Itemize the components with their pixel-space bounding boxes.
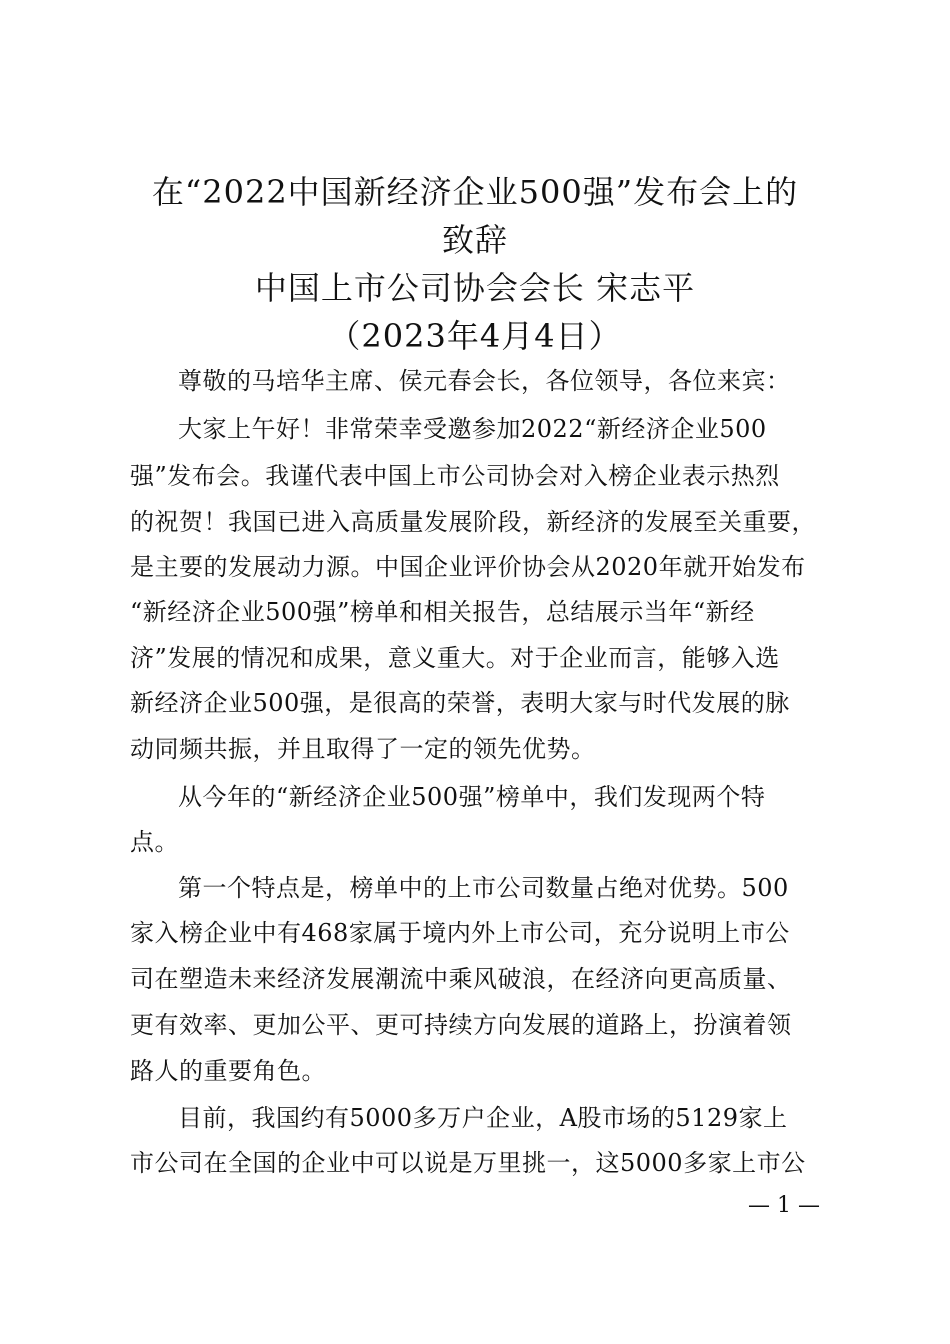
- page-number: — 1 —: [748, 1193, 820, 1218]
- paragraph-1-line-3: 的祝贺！我国已进入高质量发展阶段，新经济的发展至关重要，: [130, 508, 816, 536]
- paragraph-1-line-1: 大家上午好！非常荣幸受邀参加2022“新经济企业500: [178, 415, 767, 443]
- paragraph-4-line-1: 目前，我国约有5000多万户企业，A股市场的5129家上: [178, 1104, 788, 1132]
- paragraph-2-line-2: 点。: [130, 828, 179, 856]
- speech-title-line-2: 致辞: [441, 221, 508, 259]
- paragraph-3-line-1: 第一个特点是，榜单中的上市公司数量占绝对优势。500: [178, 874, 789, 902]
- speaker-line: 中国上市公司协会会长 宋志平: [254, 269, 696, 307]
- paragraph-3-line-3: 司在塑造未来经济发展潮流中乘风破浪，在经济向更高质量、: [130, 965, 792, 993]
- speech-title-line-1: 在“2022中国新经济企业500强”发布会上的: [151, 173, 799, 211]
- paragraph-3-line-5: 路人的重要角色。: [130, 1057, 326, 1085]
- paragraph-3-line-4: 更有效率、更加公平、更可持续方向发展的道路上，扮演着领: [130, 1011, 792, 1039]
- paragraph-1-line-7: 新经济企业500强，是很高的荣誉，表明大家与时代发展的脉: [130, 689, 790, 717]
- greeting-line: 尊敬的马培华主席、侯元春会长，各位领导，各位来宾：: [178, 367, 791, 395]
- paragraph-1-line-6: 济”发展的情况和成果，意义重大。对于企业而言，能够入选: [130, 644, 780, 672]
- speech-date: （2023年4月4日）: [328, 317, 622, 355]
- paragraph-1-line-4: 是主要的发展动力源。中国企业评价协会从2020年就开始发布: [130, 553, 806, 581]
- paragraph-3-line-2: 家入榜企业中有468家属于境内外上市公司，充分说明上市公: [130, 919, 790, 947]
- paragraph-4-line-2: 市公司在全国的企业中可以说是万里挑一，这5000多家上市公: [130, 1149, 806, 1177]
- paragraph-1-line-2: 强”发布会。我谨代表中国上市公司协会对入榜企业表示热烈: [130, 462, 780, 490]
- paragraph-2-line-1: 从今年的“新经济企业500强”榜单中，我们发现两个特: [178, 783, 766, 811]
- paragraph-1-line-8: 动同频共振，并且取得了一定的领先优势。: [130, 735, 596, 763]
- paragraph-1-line-5: “新经济企业500强”榜单和相关报告，总结展示当年“新经: [130, 598, 755, 626]
